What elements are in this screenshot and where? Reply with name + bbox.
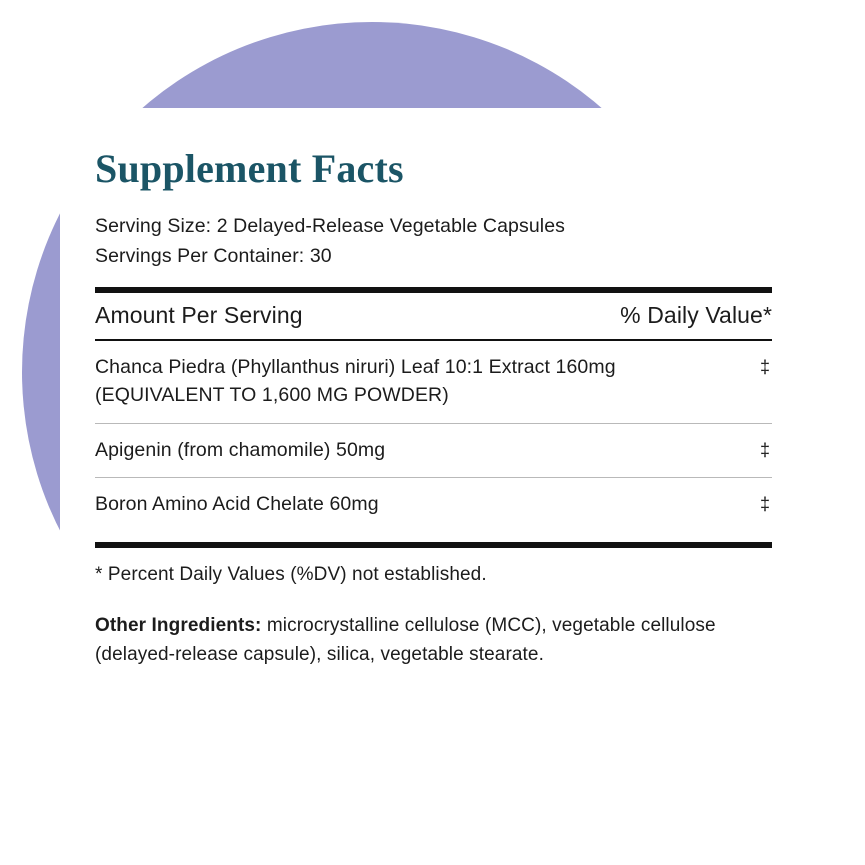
table-row	[95, 341, 772, 422]
ingredient-daily-value: ‡	[759, 439, 770, 460]
other-ingredients	[95, 586, 763, 670]
daily-value-header: % Daily Value*	[620, 302, 772, 329]
supplement-facts-panel	[60, 108, 800, 780]
serving-size-text: Serving Size: 2 Delayed-Release Vegetable Capsules	[95, 215, 566, 237]
servings-per-container-text: Servings Per Container: 30	[95, 244, 332, 267]
ingredient-daily-value: ‡	[759, 494, 770, 515]
ingredient-name: Apigenin (from chamomile) 50mg	[95, 438, 386, 461]
table-header-row	[95, 293, 772, 339]
ingredient-name: Boron Amino Acid Chelate 60mg	[95, 493, 379, 516]
table-row	[95, 478, 772, 532]
amount-per-serving-header: Amount Per Serving	[95, 302, 303, 329]
daily-value-footnote: * Percent Daily Values (%DV) not established.	[95, 564, 487, 585]
other-ingredients-label: Other Ingredients:	[95, 615, 262, 636]
page-title: Supplement Facts	[95, 146, 404, 191]
ingredient-name: Chanca Piedra (Phyllanthus niruri) Leaf 10:1 Extract 160mg (EQUIVALENT TO 1,600 MG POWDER)	[95, 356, 616, 406]
table-row	[95, 424, 772, 478]
ingredient-daily-value: ‡	[759, 357, 770, 378]
other-ingredients-text: microcrystalline cellulose (MCC), vegetable cellulose (delayed-release capsule), silica, vegetable stearate.	[95, 615, 716, 665]
